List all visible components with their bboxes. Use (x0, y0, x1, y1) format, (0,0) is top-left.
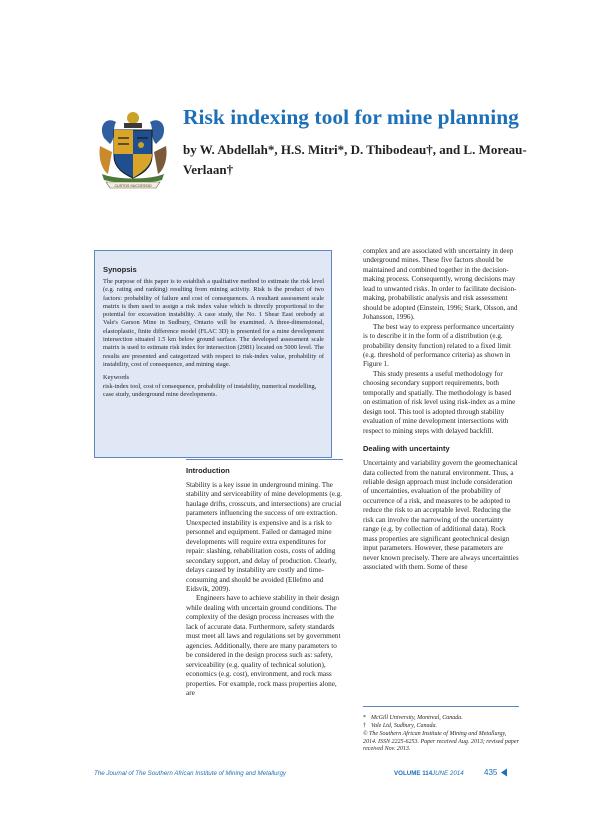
body-column-right (363, 247, 519, 573)
copyright-notice: © The Southern African Institute of Mining and Metallurgy, 2014. ISSN 2225-6253. Paper received Aug. 2013; revised paper received Nov. 2013. (363, 731, 519, 753)
footnotes (363, 715, 519, 754)
synopsis-heading: Synopsis (103, 265, 137, 274)
body-column-left (186, 466, 343, 698)
paragraph: Stability is a key issue in underground mining. The stability and serviceability of mine developments (e.g. haulage drifts, crosscuts, and intersections) are crucial parameters influencing the success of ore extraction. Unexpected instability is expensive and is a risk to personnel and equipment. Failed or damaged mine developments will require extra expenditures for repair: slashing, rehabilitation costs, costs of adding secondary support, and delay of production. Clearly, delays caused by instability are costly and time-consuming and should be avoided (Ellefmo and Eidsvik, 2009). (186, 481, 343, 593)
footer-journal-name: The Journal of The Southern African Institute of Mining and Metallurgy (94, 770, 287, 777)
footer-issue-date: JUNE 2014 (432, 770, 464, 777)
paragraph: Engineers have to achieve stability in their design while dealing with uncertain ground conditions. The complexity of the design process increases with the lack of accurate data. Furthermore, safety standards must meet all laws and regulations set by government agencies. Additionally, there are many parameters to be considered in the design process such as: safety, serviceability (e.g. quality of technical solution), economics (e.g. cost), environment, and rock mass properties. For example, rock mass properties alone, are (186, 594, 341, 697)
footnote (363, 723, 519, 731)
keywords-text: risk-index tool, cost of consequence, probability of instability, numerical modelling, case study, underground mine developments. (103, 382, 317, 398)
keywords-heading: Keywords (103, 374, 130, 382)
article-title: Risk indexing tool for mine planning (183, 105, 519, 129)
paragraph: This study presents a useful methodology for choosing secondary support requirements, both temporally and spatially. The methodology is based on estimation of risk level using risk-index as a mine design tool. This tool is adopted through stability evaluation of mine development intersections with respect to mining steps with delayed backfill. (363, 369, 516, 435)
page-number: 435 (484, 768, 498, 777)
paragraph: The best way to express performance uncertainty is to describe it in the form of a distribution (e.g. probability density function) related to a fixed limit (e.g. threshold of performance criteria) as shown in Figure 1. (363, 322, 515, 369)
column-divider (186, 459, 343, 460)
footnote (363, 715, 519, 723)
institute-crest-logo (96, 108, 170, 190)
uncertainty-heading: Dealing with uncertainty (363, 444, 450, 454)
synopsis-box (94, 250, 332, 458)
footnote-mark: † (363, 722, 366, 729)
footnote-divider (363, 706, 519, 707)
synopsis-text: The purpose of this paper is to establish a qualitative method to estimate the risk level (e.g. rating and ranking) resulting from mining activity. Risk is the product of two factors: probability of failure and cost of consequences. A resultant assessment scale matrix is then used to assign a risk index value which is directly proportional to the potential for excavation instability. A case study, the No. 1 Shear East orebody at Vale's Garson Mine in Sudbury, Ontario will be examined. A three-dimensional, elastoplastic, finite difference model (FLAC 3D) is presented for a mine development intersection situated 1.5 km below ground surface. The developed assessment scale matrix is used to estimate risk index for intersection (2981) located on 5000 level. The results are presented and categorized with respect to risk-index value, probability of instability, cost of consequence, and mining stage. (103, 278, 324, 368)
left-triangle-icon (500, 768, 508, 777)
article-authors: by W. Abdellah*, H.S. Mitri*, D. Thibodeau†, and L. Moreau-Verlaan† (183, 142, 527, 177)
crest-motto: CUSTOS SUCCESSIO (114, 183, 152, 188)
introduction-heading: Introduction (186, 466, 230, 475)
footnote-mark: * (363, 715, 366, 721)
page-footer (94, 768, 524, 780)
footnote-text: Vale Ltd, Sudbury, Canada. (371, 722, 438, 729)
footer-volume: VOLUME 114 (394, 770, 433, 777)
paragraph: complex and are associated with uncertainty in deep underground mines. These five factors should be maintained and combined together in the decision-making process. Consequently, wrong decisions may lead to unwanted risks. In order to facilitate decision-making, probabilistic analysis and risk assessment should be adopted (Einstein, 1996; Stark, Olsson, and Johansson, 1996). (363, 247, 518, 322)
footnote-text: McGill University, Montreal, Canada. (371, 715, 463, 721)
paragraph: Uncertainty and variability govern the geomechanical data collected from the natural environment. Thus, a reliable design approach must include consideration of uncertainties, evaluation of the probability of occurrence of a risk, and measures to be adopted to reduce the risk to an acceptable level. Reducing the risk can involve the narrowing of the uncertainty range (e.g. by collection of additional data). Rock mass properties are significant geotechnical design input parameters. However, these parameters are never known precisely. There are always uncertainties associated with them. Some of these (363, 459, 519, 572)
